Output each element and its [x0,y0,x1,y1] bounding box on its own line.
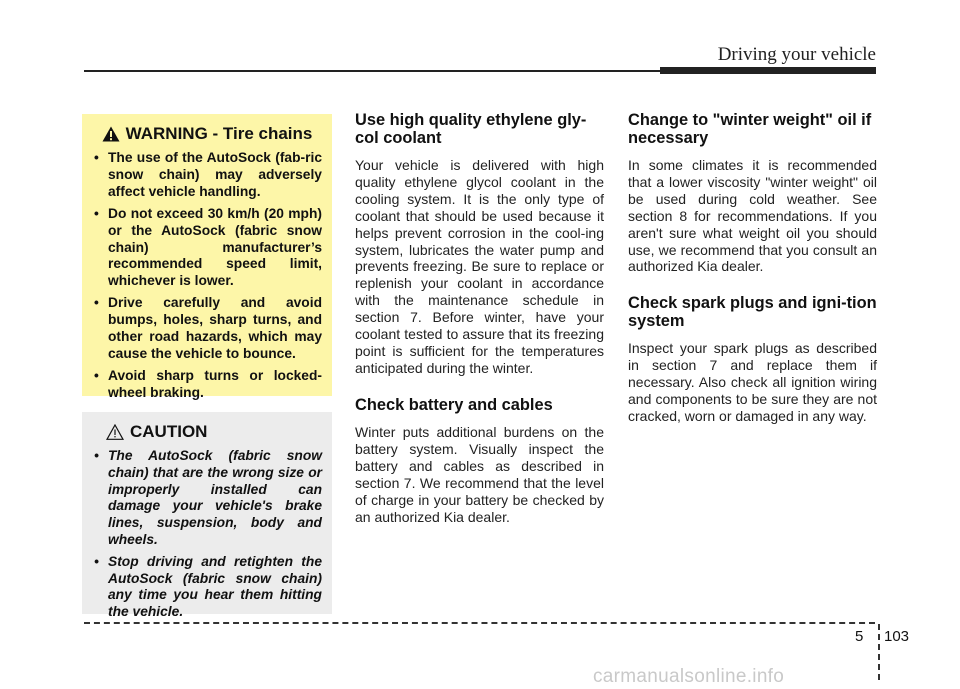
warning-item: • The use of the AutoSock (fab-ric snow chain) may adversely affect vehicle handling. [92,150,322,201]
footer-separator [878,624,880,680]
footer-rule [84,622,875,624]
warning-list [92,150,322,402]
section-body-spark-plugs: Inspect your spark plugs as described in section 7 and replace them if necessary. Also check all ignition wiring and components to be sure they are not cracked, worn or damaged in any way. [628,340,877,424]
caution-box [82,412,332,620]
warning-item: • Do not exceed 30 km/h (20 mph) or the AutoSock (fabric snow chain) manufacturer’s recommended speed limit, whichever is lower. [92,206,322,291]
caution-item: • Stop driving and retighten the AutoSock (fabric snow chain) any time you hear them hitting the vehicle. [92,554,322,621]
section-title-spark-plugs: Check spark plugs and igni-tion system [628,294,877,330]
warning-item: • Drive carefully and avoid bumps, holes, sharp turns, and other road hazards, which may cause the vehicle to bounce. [92,295,322,363]
caution-list [92,448,322,621]
warning-item: • Avoid sharp turns or locked-wheel braking. [92,368,322,402]
middle-column [355,112,604,546]
caution-triangle-icon [106,424,124,440]
warning-label: WARNING [125,124,208,143]
right-column [628,112,877,445]
warning-box [82,114,332,400]
header-rule-thick [660,67,876,74]
page-number: 103 [884,628,910,645]
chapter-number: 5 [855,628,864,645]
section-title-battery: Check battery and cables [355,395,553,414]
section-title-oil: Change to "winter weight" oil if necessary [628,111,872,147]
warning-triangle-icon [102,126,120,142]
section-body-oil: In some climates it is recommended that a lower viscosity "winter weight" oil be used during cold weather. See section 8 for recommendations. If you aren't sure what weight oil you should use, we recommend that you consult an authorized Kia dealer. [628,157,877,275]
section-body-coolant: Your vehicle is delivered with high quality ethylene glycol coolant in the cooling system. It is the only type of coolant that should be used because it helps prevent corrosion in the cool-ing system, lubricates the water pump and prevents freezing. Be sure to replace or replenish your coolant in accordance with the maintenance schedule in section 7. Before winter, have your coolant tested to assure that its freezing point is sufficient for the temperatures anticipated during the winter. [355,157,604,376]
caution-item: • The AutoSock (fabric snow chain) that are the wrong size or improperly installed can damage your vehicle's brake lines, suspension, body and wheels. [92,448,322,549]
section-title-coolant: Use high quality ethylene gly-col coolant [355,111,587,147]
warning-heading [92,124,322,144]
warning-subtitle: - Tire chains [207,124,313,143]
header-rule [84,70,660,72]
caution-label: CAUTION [130,422,208,441]
section-body-battery: Winter puts additional burdens on the battery system. Visually inspect the battery and cables as described in section 7. We recommend that the level of charge in your battery be checked by an authorized Kia dealer. [355,424,604,525]
watermark: carmanualsonline.info [593,666,785,687]
caution-heading [92,422,322,442]
page-header-title: Driving your vehicle [717,44,876,65]
